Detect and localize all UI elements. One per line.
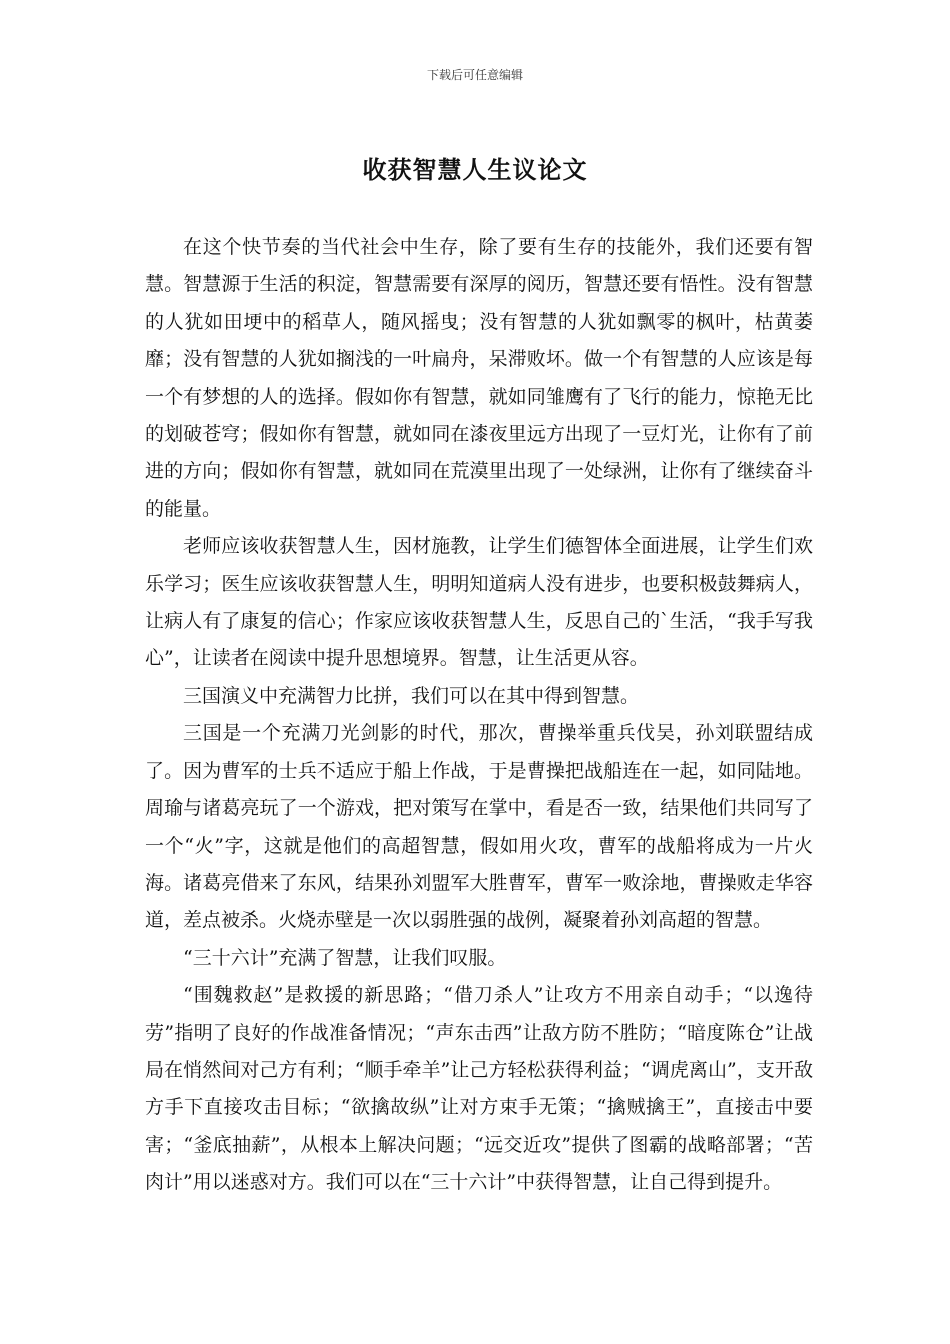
header-note: 下载后可任意编辑	[426, 68, 523, 82]
paragraph: 三国是一个充满刀光剑影的时代，那次，曹操举重兵伐吴，孙刘联盟结成了。因为曹军的士兵不适应于船上作战，于是曹操把战船连在一起，如同陆地。周瑜与诸葛亮玩了一个游戏，把对策写在掌中，看是否一致，结果他们共同写了一个“火”字，这就是他们的高超智慧，假如用火攻，曹军的战船将成为一片火海。诸葛亮借来了东风，结果孙刘盟军大胜曹军，曹军一败涂地，曹操败走华容道，差点被杀。火烧赤壁是一次以弱胜强的战例，凝聚着孙刘高超的智慧。	[145, 722, 813, 932]
paragraph: “围魏救赵”是救援的新思路；“借刀杀人”让攻方不用亲自动手；“以逸待劳”指明了良好的作战准备情况；“声东击西”让敌方防不胜防；“暗度陈仓”让战局在悄然间对己方有利；“顺手牵羊”让己方轻松获得利益；“调虎离山”，支开敌方手下直接攻击目标；“欲擒故纵”让对方束手无策；“擒贼擒王”，直接击中要害；“釜底抽薪”，从根本上解决问题；“远交近攻”提供了图霸的战略部署；“苦肉计”用以迷惑对方。我们可以在“三十六计”中获得智慧，让自己得到提升。	[145, 984, 813, 1194]
paragraph: 在这个快节奏的当代社会中生存，除了要有生存的技能外，我们还要有智慧。智慧源于生活的积淀，智慧需要有深厚的阅历，智慧还要有悟性。没有智慧的人犹如田埂中的稻草人，随风摇曳；没有智慧的人犹如飘零的枫叶，枯黄萎靡；没有智慧的人犹如搁浅的一叶扁舟，呆滞败坏。做一个有智慧的人应该是每一个有梦想的人的选择。假如你有智慧，就如同雏鹰有了飞行的能力，惊艳无比的划破苍穹；假如你有智慧，就如同在漆夜里远方出现了一豆灯光，让你有了前进的方向；假如你有智慧，就如同在荒漠里出现了一处绿洲，让你有了继续奋斗的能量。	[145, 236, 813, 520]
paragraph: 老师应该收获智慧人生，因材施教，让学生们德智体全面进展，让学生们欢乐学习；医生应该收获智慧人生，明明知道病人没有进步，也要积极鼓舞病人，让病人有了康复的信心；作家应该收获智慧人生，反思自己的`生活，“我手写我心”，让读者在阅读中提升思想境界。智慧，让生活更从容。	[145, 535, 813, 670]
document-title: 收获智慧人生议论文	[362, 155, 588, 184]
document-body	[145, 229, 813, 1202]
paragraph: 三国演义中充满智力比拼，我们可以在其中得到智慧。	[183, 684, 640, 707]
paragraph: “三十六计”充满了智慧，让我们叹服。	[183, 946, 507, 969]
